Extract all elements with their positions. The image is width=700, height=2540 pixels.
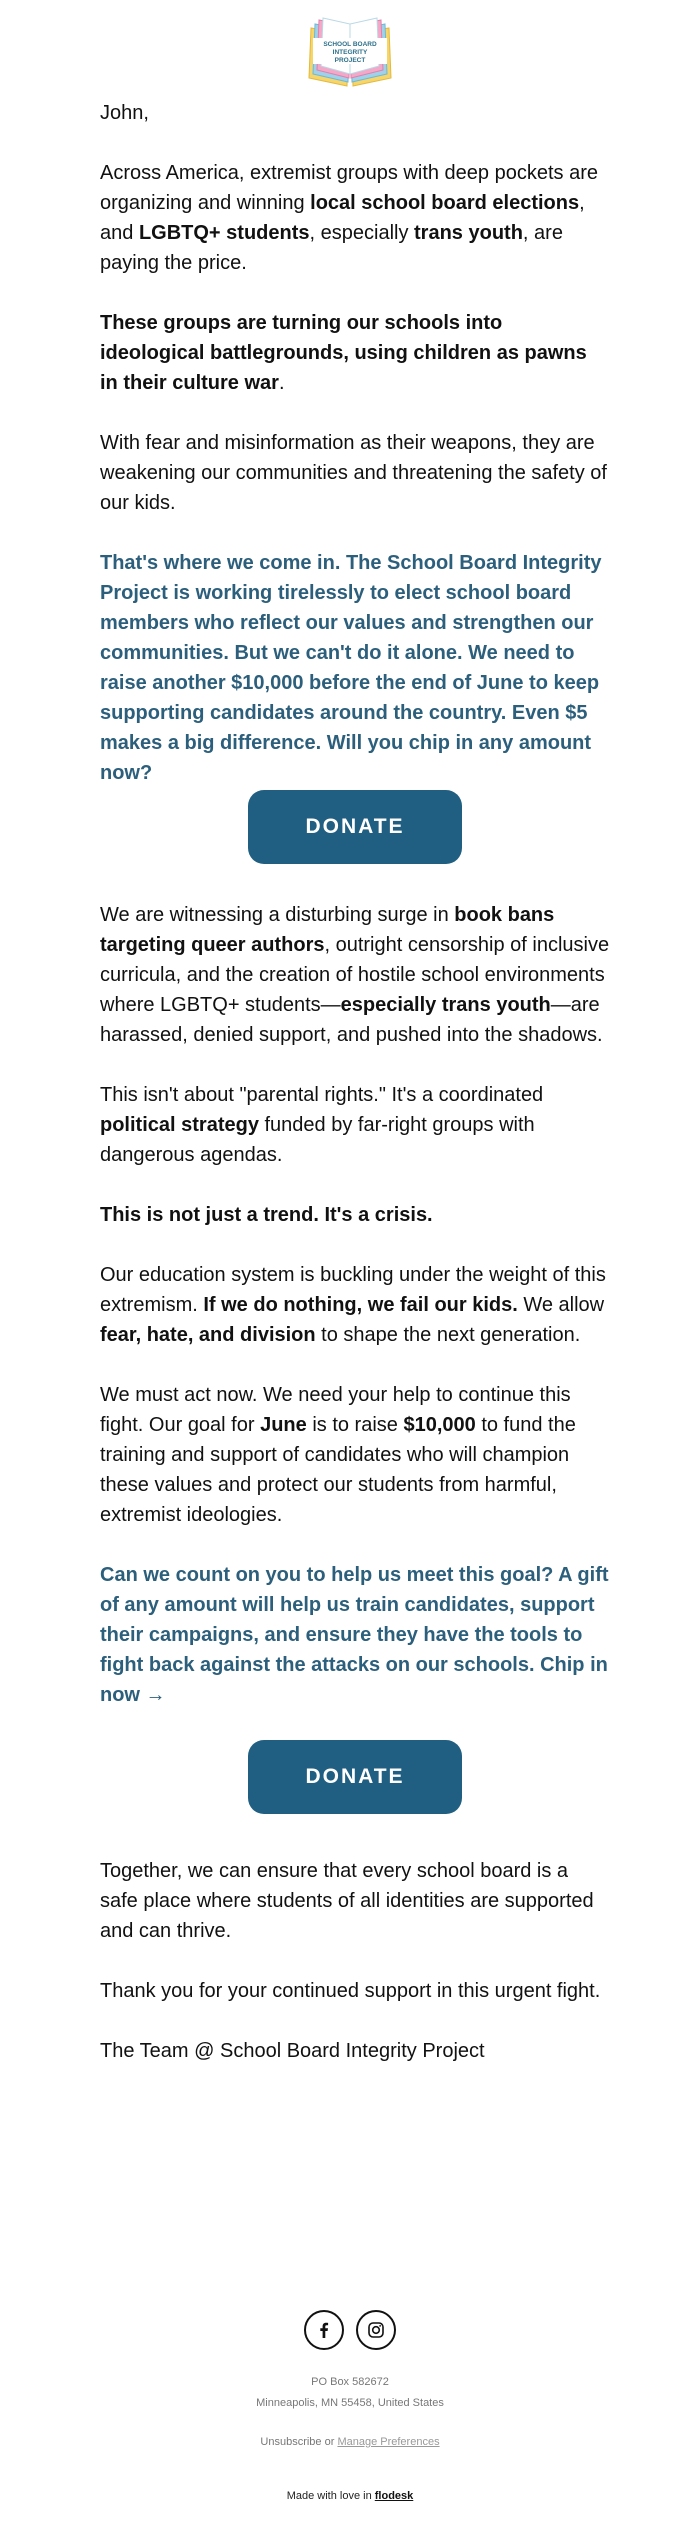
intro-paragraph [100,158,610,278]
text: This isn't about "parental rights." It's a coordinated [100,1084,544,1106]
chip-in-link[interactable]: Can we count on you to help us meet this goal? A gift of any amount will help us train candidates, support their campaigns, and ensure they have the tools to fight back against the attacks on our schools. Chip in now → [100,1564,609,1706]
bold-text: LGBTQ+ students [138,222,310,244]
text: . [278,372,285,394]
donate-button-2[interactable]: DONATE [248,1740,462,1814]
signoff: The Team @ School Board Integrity Project [100,2040,485,2062]
bold-text: These groups are turning our schools into ideological battlegrounds, using children as pawns in their culture war [100,312,587,394]
text: , especially [309,222,415,244]
donate-button-wrap [100,1740,610,1814]
social-links [0,2310,700,2350]
text: to fund the training and support of candidates who will champion these values and protect our students from harmful, extremist ideologies. [100,1414,576,1526]
fear-paragraph: With fear and misinformation as their weapons, they are weakening our communities and threatening the safety of our kids. [100,432,607,514]
logo-text-line3: PROJECT [334,57,366,64]
or-text: or [321,2436,338,2448]
facebook-icon[interactable] [304,2310,344,2350]
appeal-paragraph: That's where we come in. The School Board Integrity Project is working tirelessly to elect school board members who reflect our values and strengthen our communities. But we can't do it alone. We need to raise another $10,000 before the end of June to keep supporting candidates around the country. Even $5 makes a big difference. Will you chip in any amount now? [100,552,602,784]
bold-text: book bans targeting queer authors [100,904,555,956]
book-bans-paragraph [100,900,610,1050]
email-body [100,88,610,2096]
bold-text: especially trans youth [340,994,551,1016]
act-now-paragraph [100,1380,610,1530]
text: , outright censorship of inclusive curricula, and the creation of hostile school environments where LGBTQ+ students— [100,934,610,1016]
made-with-love [0,2490,700,2502]
greeting: John, [100,102,149,124]
address-line-2: Minneapolis, MN 55458, United States [256,2397,444,2409]
logo-text-line1: SCHOOL BOARD [323,41,377,48]
text: , are paying the price. [100,222,563,274]
address-line-1: PO Box 582672 [311,2376,389,2388]
bold-text: trans youth [414,222,523,244]
text: Across America, extremist groups with deep pockets are organizing and winning [100,162,598,214]
text: is to raise [306,1414,404,1436]
together-paragraph: Together, we can ensure that every school board is a safe place where students of all identities are supported and can thrive. [100,1860,594,1942]
manage-preferences-link[interactable]: Manage Preferences [337,2436,440,2448]
text: We are witnessing a disturbing surge in [100,904,455,926]
open-book-logo [301,16,399,92]
text: —are harassed, denied support, and pushed into the shadows. [100,994,603,1046]
logo-text-line2: INTEGRITY [332,49,368,56]
crisis-paragraph: This is not just a trend. It's a crisis. [100,1204,433,1226]
made-prefix: Made with love in [286,2490,375,2502]
bold-text: fear, hate, and division [100,1324,316,1346]
thank-you-paragraph: Thank you for your continued support in this urgent fight. [100,1980,601,2002]
education-paragraph [100,1260,610,1350]
text: , and [100,192,585,244]
donate-button-wrap [100,790,610,864]
donate-button[interactable]: DONATE [248,790,462,864]
battleground-paragraph [100,308,610,398]
bold-text: local school board elections [310,192,580,214]
text: We allow [517,1294,605,1316]
bold-text: $10,000 [403,1414,476,1436]
text: Our education system is buckling under the weight of this extremism. [100,1264,606,1316]
bold-text: June [260,1414,307,1436]
bold-text: political strategy [100,1114,259,1136]
unsubscribe-row [0,2436,700,2448]
email-footer [0,2310,700,2502]
parental-rights-paragraph [100,1080,610,1170]
text: funded by far-right groups with dangerous agendas. [100,1114,535,1166]
instagram-icon[interactable] [356,2310,396,2350]
flodesk-link[interactable]: flodesk [374,2490,414,2502]
bold-text: If we do nothing, we fail our kids. [203,1294,518,1316]
text: to shape the next generation. [315,1324,581,1346]
text: We must act now. We need your help to continue this fight. Our goal for [100,1384,571,1436]
unsubscribe-link[interactable]: Unsubscribe [260,2436,322,2448]
